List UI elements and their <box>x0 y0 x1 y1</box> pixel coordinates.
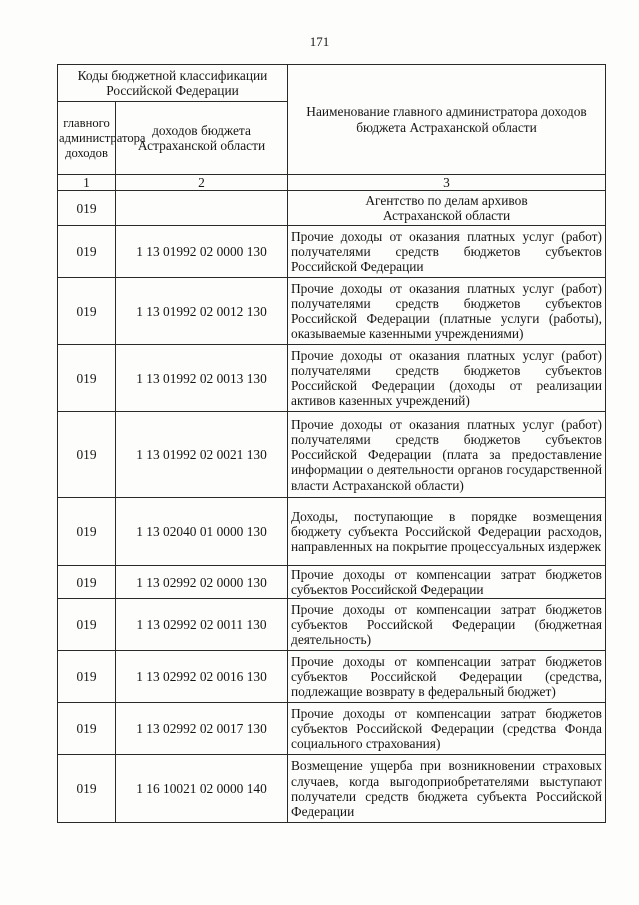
table-row <box>58 566 606 599</box>
table-row <box>58 599 606 651</box>
table-row <box>58 345 606 412</box>
income-code-cell: 1 13 02992 02 0016 130 <box>116 651 288 703</box>
table-row <box>58 278 606 345</box>
income-name-cell: Прочие доходы от оказания платных услуг (работ) получателями средств бюджетов субъектов Российской Федерации (платные услуги (работы), оказываемые казенными учреждениями) <box>288 278 606 345</box>
income-code-cell <box>116 191 288 226</box>
income-name-cell: Прочие доходы от компенсации затрат бюджетов субъектов Российской Федерации (средства Фонда социального страхования) <box>288 703 606 755</box>
budget-classification-table <box>57 64 606 823</box>
admin-code-cell: 019 <box>58 191 116 226</box>
admin-code-cell: 019 <box>58 226 116 278</box>
table-row <box>58 755 606 823</box>
table-row <box>58 191 606 226</box>
header-income-column: доходов бюджета Астраханской области <box>116 102 288 175</box>
income-code-cell: 1 13 02040 01 0000 130 <box>116 498 288 566</box>
table-row <box>58 226 606 278</box>
income-name-cell: Прочие доходы от оказания платных услуг (работ) получателями средств бюджетов субъектов Российской Федерации <box>288 226 606 278</box>
admin-code-cell: 019 <box>58 278 116 345</box>
admin-code-cell: 019 <box>58 345 116 412</box>
admin-code-cell: 019 <box>58 599 116 651</box>
income-name-cell: Прочие доходы от оказания платных услуг (работ) получателями средств бюджетов субъектов Российской Федерации (доходы от реализации активов казенных учреждений) <box>288 345 606 412</box>
income-code-cell: 1 13 02992 02 0017 130 <box>116 703 288 755</box>
header-codes-group: Коды бюджетной классификации Российской Федерации <box>58 65 288 102</box>
income-code-cell: 1 13 02992 02 0000 130 <box>116 566 288 599</box>
income-code-cell: 1 13 01992 02 0013 130 <box>116 345 288 412</box>
table-row <box>58 651 606 703</box>
header-admin-column: главного администратора доходов <box>58 102 116 175</box>
admin-code-cell: 019 <box>58 498 116 566</box>
admin-code-cell: 019 <box>58 412 116 498</box>
income-code-cell: 1 16 10021 02 0000 140 <box>116 755 288 823</box>
admin-code-cell: 019 <box>58 755 116 823</box>
agency-name-cell: Агентство по делам архивов Астраханской области <box>288 191 606 226</box>
admin-code-cell: 019 <box>58 651 116 703</box>
table-row <box>58 498 606 566</box>
income-name-cell: Доходы, поступающие в порядке возмещения бюджету субъекта Российской Федерации расходов, направленных на покрытие процессуальных издержек <box>288 498 606 566</box>
income-name-cell: Прочие доходы от оказания платных услуг (работ) получателями средств бюджетов субъектов Российской Федерации (плата за предоставление информации о деятельности органов государственной власти Астраханской области) <box>288 412 606 498</box>
income-name-cell: Возмещение ущерба при возникновении страховых случаев, когда выгодоприобретателями выступают получатели средств бюджета субъекта Российской Федерации <box>288 755 606 823</box>
income-name-cell: Прочие доходы от компенсации затрат бюджетов субъектов Российской Федерации (средства, подлежащие возврату в федеральный бюджет) <box>288 651 606 703</box>
header-name-column: Наименование главного администратора доходов бюджета Астраханской области <box>288 65 606 175</box>
header-num-1: 1 <box>58 175 116 191</box>
admin-code-cell: 019 <box>58 566 116 599</box>
income-name-cell: Прочие доходы от компенсации затрат бюджетов субъектов Российской Федерации <box>288 566 606 599</box>
table-row <box>58 703 606 755</box>
income-name-cell: Прочие доходы от компенсации затрат бюджетов субъектов Российской Федерации (бюджетная деятельность) <box>288 599 606 651</box>
header-num-3: 3 <box>288 175 606 191</box>
income-code-cell: 1 13 01992 02 0000 130 <box>116 226 288 278</box>
header-num-2: 2 <box>116 175 288 191</box>
page-number: 171 <box>309 34 330 49</box>
income-code-cell: 1 13 02992 02 0011 130 <box>116 599 288 651</box>
table-row <box>58 412 606 498</box>
income-code-cell: 1 13 01992 02 0012 130 <box>116 278 288 345</box>
admin-code-cell: 019 <box>58 703 116 755</box>
income-code-cell: 1 13 01992 02 0021 130 <box>116 412 288 498</box>
